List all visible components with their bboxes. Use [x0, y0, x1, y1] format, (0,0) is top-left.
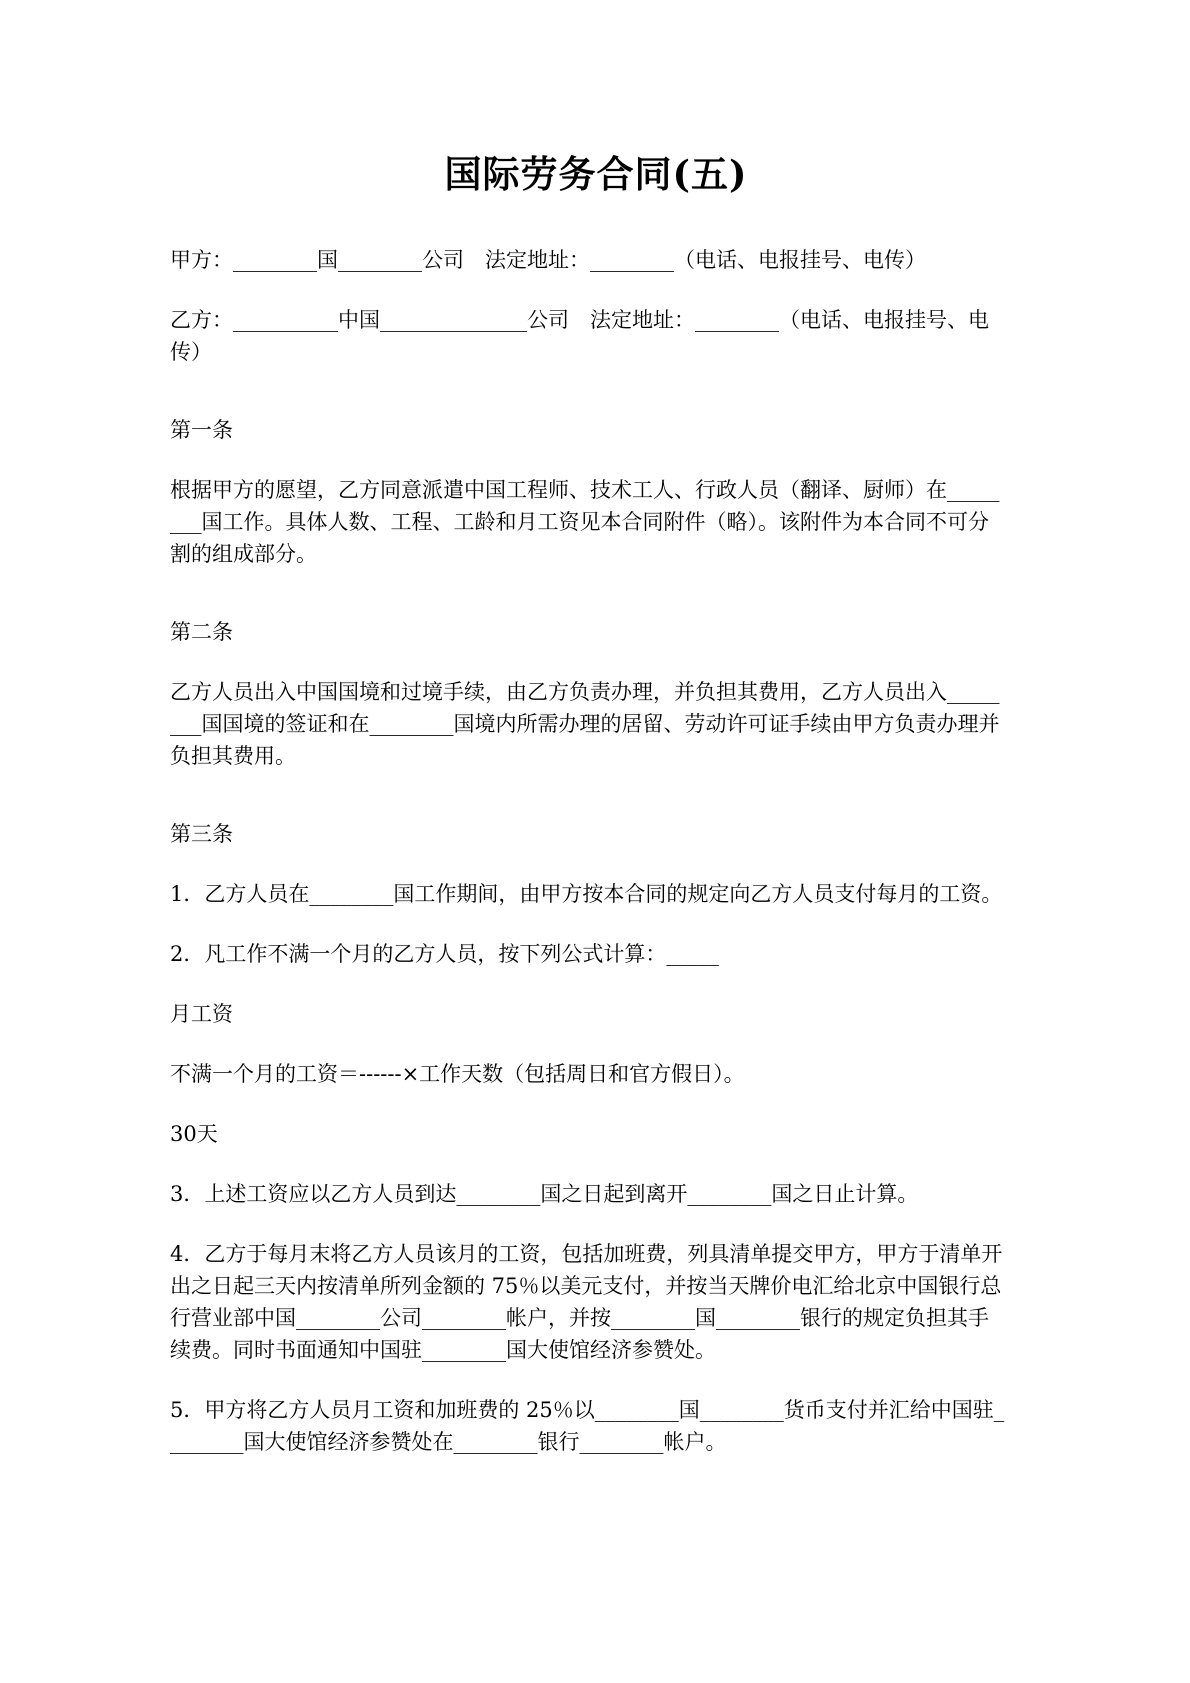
paragraph	[170, 244, 1022, 276]
paragraph	[170, 998, 1022, 1030]
paragraph	[170, 1238, 1022, 1366]
text-line: 2．凡工作不满一个月的乙方人员，按下列公式计算：_____	[170, 942, 719, 966]
text-line: 续费。同时书面通知中国驻________国大使馆经济参赞处。	[170, 1338, 716, 1362]
paragraph	[170, 938, 1022, 970]
document-title: 国际劳务合同(五)	[444, 152, 748, 196]
paragraph	[170, 1118, 1022, 1150]
paragraph	[170, 474, 1022, 570]
section-heading	[170, 616, 1022, 648]
text-line: 甲方：________国________公司 法定地址：________（电话、电报挂号、电传）	[170, 248, 926, 272]
text-line: ___国工作。具体人数、工程、工龄和月工资见本合同附件（略）。该附件为本合同不可分	[170, 510, 989, 534]
paragraph	[170, 1058, 1022, 1090]
text-line: 出之日起三天内按清单所列金额的 75％以美元支付，并按当天牌价电汇给北京中国银行总	[170, 1274, 1002, 1298]
text-line: 不满一个月的工资＝------×工作天数（包括周日和官方假日）。	[170, 1062, 745, 1086]
document-body	[170, 244, 1022, 1458]
paragraph	[170, 676, 1022, 772]
paragraph	[170, 1178, 1022, 1210]
text-line: 月工资	[170, 1002, 233, 1026]
text-line: 30天	[170, 1122, 218, 1146]
text-line: 传）	[170, 340, 212, 364]
text-line: _______国大使馆经济参赞处在________银行________帐户。	[170, 1430, 727, 1454]
text-line: 负担其费用。	[170, 744, 296, 768]
section-heading	[170, 414, 1022, 446]
text-line: 5．甲方将乙方人员月工资和加班费的 25％以________国________货币支付并汇给中国驻_	[170, 1398, 1005, 1422]
text-line: 乙方：__________中国______________公司 法定地址：________（电话、电报挂号、电	[170, 308, 989, 332]
text-line: 乙方人员出入中国国境和过境手续，由乙方负责办理，并负担其费用，乙方人员出入_____	[170, 680, 1000, 704]
text-line: ___国国境的签证和在________国境内所需办理的居留、劳动许可证手续由甲方负责办理并	[170, 712, 1000, 736]
paragraph	[170, 304, 1022, 368]
paragraph	[170, 1394, 1022, 1458]
paragraph	[170, 878, 1022, 910]
text-line: 第三条	[170, 822, 233, 846]
text-line: 1．乙方人员在________国工作期间，由甲方按本合同的规定向乙方人员支付每月的工资。	[170, 882, 1003, 906]
text-line: 根据甲方的愿望，乙方同意派遣中国工程师、技术工人、行政人员（翻译、厨师）在_____	[170, 478, 1000, 502]
text-line: 4．乙方于每月末将乙方人员该月的工资，包括加班费，列具清单提交甲方，甲方于清单开	[170, 1242, 1003, 1266]
text-line: 行营业部中国________公司________帐户，并按________国________银行的规定负担其手	[170, 1306, 989, 1330]
section-heading	[170, 818, 1022, 850]
text-line: 第二条	[170, 620, 233, 644]
text-line: 割的组成部分。	[170, 542, 317, 566]
text-line: 第一条	[170, 418, 233, 442]
text-line: 3．上述工资应以乙方人员到达________国之日起到离开________国之日止计算。	[170, 1182, 919, 1206]
